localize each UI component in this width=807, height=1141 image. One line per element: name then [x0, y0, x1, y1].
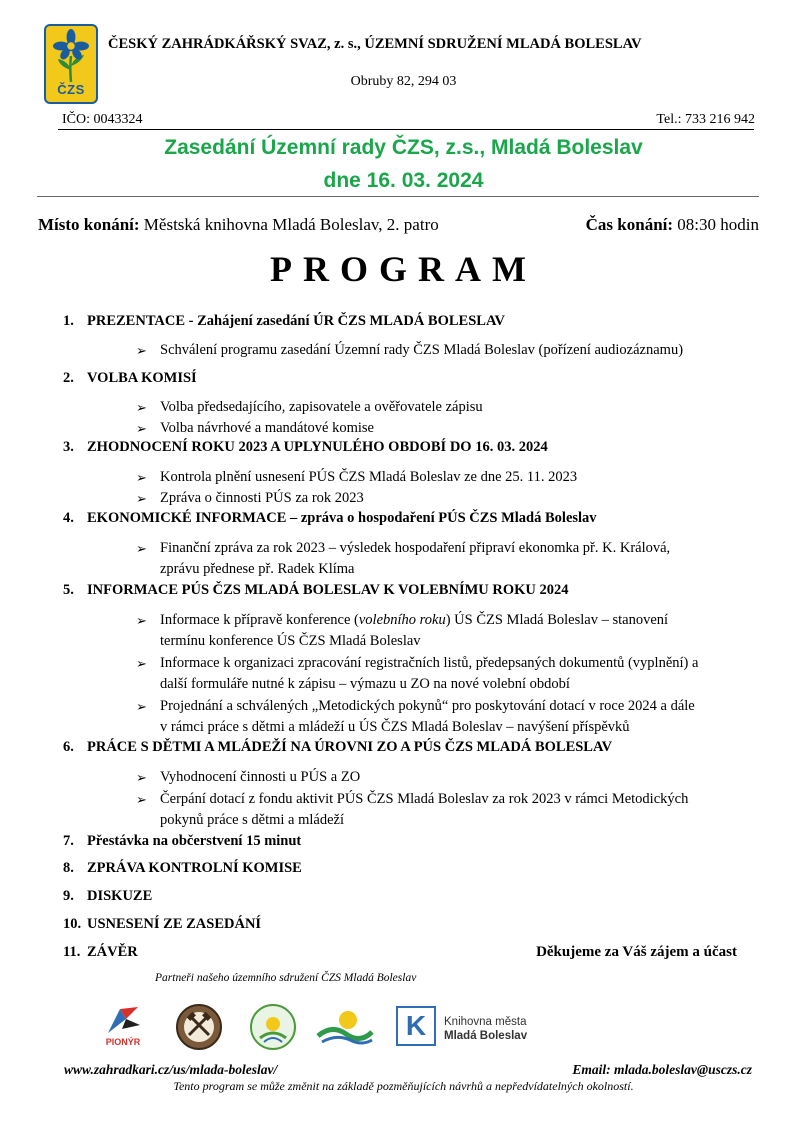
agenda-subitem: ➢ Schválení programu zasedání Územní rady ČZS Mladá Boleslav (pořízení audiozáznamu)	[136, 340, 683, 361]
agenda-subitem: ➢ Vyhodnocení činnosti u PÚS a ZO	[136, 767, 360, 788]
header-divider	[58, 129, 754, 130]
agenda-subitem: ➢ Informace k organizaci zpracování registračních listů, předepsaných dokumentů (vyplnění) a další formuláře nutné k zápisu – výmazu u ZO na nové volební období	[136, 655, 699, 692]
agenda-item-10	[63, 916, 261, 933]
garden-club-logo	[250, 1004, 296, 1055]
agenda-label: USNESENÍ ZE ZASEDÁNÍ	[87, 916, 262, 932]
agenda-number: 10.	[63, 916, 82, 932]
agenda-label: Přestávka na občerstvení 15 minut	[87, 833, 302, 849]
crossed-hammers-icon	[176, 1004, 222, 1050]
agenda-label: EKONOMICKÉ INFORMACE – zpráva o hospodaření PÚS ČZS Mladá Boleslav	[87, 510, 597, 526]
agenda-label: ZÁVĚR	[87, 944, 138, 960]
time-label: Čas konání:	[585, 215, 674, 234]
agenda-label: DISKUZE	[87, 888, 153, 904]
agenda-item-2	[63, 370, 197, 387]
agenda-item-9	[63, 888, 152, 905]
agenda-number: 1.	[63, 313, 74, 329]
arrow-bullet-icon: ➢	[136, 656, 147, 671]
organization-name: ČESKÝ ZAHRÁDKÁŘSKÝ SVAZ, z. s., ÚZEMNÍ SDRUŽENÍ MLADÁ BOLESLAV	[108, 36, 642, 52]
agenda-item-6	[63, 739, 612, 756]
agenda-subitem: ➢ Kontrola plnění usnesení PÚS ČZS Mladá Boleslav ze dne 25. 11. 2023	[136, 467, 577, 488]
agenda-number: 4.	[63, 510, 74, 526]
agenda-subitem: ➢ Čerpání dotací z fondu aktivit PÚS ČZS Mladá Boleslav za rok 2023 v rámci Metodických pokynů práce s dětmi a mládeží	[136, 791, 689, 828]
agenda-label: VOLBA KOMISÍ	[87, 370, 197, 386]
agenda-subitem: ➢ Volba předsedajícího, zapisovatele a ověřovatele zápisu	[136, 397, 483, 418]
email-link[interactable]: Email: mlada.boleslav@usczs.cz	[572, 1062, 752, 1077]
czs-logo	[44, 24, 98, 104]
arrow-bullet-icon: ➢	[136, 613, 147, 628]
agenda-subitem: ➢ Projednání a schválených „Metodických pokynů“ pro poskytování dotací v roce 2024 a dále v rámci práce s dětmi a mládeží u ÚS ČZS Mladá Boleslav – navýšení příspěvků	[136, 698, 695, 735]
agenda-number: 3.	[63, 439, 74, 455]
time-value: 08:30 hodin	[677, 215, 759, 234]
pionyr-label: PIONÝR	[105, 1037, 141, 1047]
agenda-label: INFORMACE PÚS ČZS MLADÁ BOLESLAV K VOLEBNÍMU ROKU 2024	[87, 582, 569, 598]
agenda-subitem: ➢ Finanční zpráva za rok 2023 – výsledek hospodaření připraví ekonomka př. K. Králová, zprávu přednese př. Radek Klíma	[136, 540, 671, 577]
library-name-line2: Mladá Boleslav	[444, 1030, 528, 1042]
title-divider	[37, 196, 759, 197]
logo-text: ČZS	[57, 82, 85, 97]
arrow-bullet-icon: ➢	[136, 699, 147, 714]
agenda-label: ZPRÁVA KONTROLNÍ KOMISE	[87, 860, 302, 876]
agenda-item-8	[63, 860, 302, 877]
arrow-bullet-icon: ➢	[136, 421, 147, 436]
agenda-item-4	[63, 510, 597, 527]
ico-number: IČO: 0043324	[62, 112, 143, 127]
program-heading: PROGRAM	[270, 249, 537, 289]
agenda-label: PRÁCE S DĚTMI A MLÁDEŽÍ NA ÚROVNI ZO A PÚS ČZS MLADÁ BOLESLAV	[87, 739, 613, 755]
meeting-title: Zasedání Územní rady ČZS, z.s., Mladá Boleslav	[164, 136, 643, 159]
agenda-number: 11.	[63, 944, 81, 960]
arrow-bullet-icon: ➢	[136, 400, 147, 415]
agenda-number: 9.	[63, 888, 74, 904]
pionyr-emblem-icon	[100, 1003, 146, 1037]
mining-association-logo	[176, 1004, 222, 1055]
place-label: Místo konání:	[38, 215, 140, 234]
agenda-number: 6.	[63, 739, 74, 755]
arrow-bullet-icon: ➢	[136, 541, 147, 556]
arrow-bullet-icon: ➢	[136, 343, 147, 358]
agenda-item-5	[63, 582, 569, 599]
agenda-item-11	[63, 944, 138, 961]
library-k-icon: K	[396, 1006, 436, 1046]
agenda-label: PREZENTACE - Zahájení zasedání ÚR ČZS MLADÁ BOLESLAV	[87, 313, 506, 329]
subitem-line: Informace k přípravě konference (volebního roku) ÚS ČZS Mladá Boleslav – stanovení	[160, 612, 669, 628]
place-value: Městská knihovna Mladá Boleslav, 2. patro	[143, 215, 439, 234]
phone-number: Tel.: 733 216 942	[656, 112, 755, 127]
garden-emblem-icon	[250, 1004, 296, 1050]
agenda-subitem: ➢ Informace k přípravě konference (volebního roku) ÚS ČZS Mladá Boleslav – stanovení termínu konference ÚS ČZS Mladá Boleslav	[136, 612, 669, 649]
sun-landscape-icon	[314, 1004, 376, 1050]
organization-address: Obruby 82, 294 03	[350, 74, 457, 89]
arrow-bullet-icon: ➢	[136, 491, 147, 506]
regional-partner-logo	[314, 1004, 376, 1055]
meeting-place	[38, 215, 439, 235]
arrow-bullet-icon: ➢	[136, 470, 147, 485]
agenda-item-1	[63, 313, 505, 330]
agenda-number: 2.	[63, 370, 74, 386]
partners-heading: Partneři našeho územního sdružení ČZS Mladá Boleslav	[155, 972, 417, 984]
meeting-time	[586, 215, 759, 235]
agenda-number: 7.	[63, 833, 74, 849]
library-name-line1: Knihovna města	[444, 1016, 527, 1028]
arrow-bullet-icon: ➢	[136, 792, 147, 807]
agenda-subitem: ➢ Zpráva o činnosti PÚS za rok 2023	[136, 488, 364, 509]
agenda-item-3	[63, 439, 548, 456]
agenda-number: 8.	[63, 860, 74, 876]
agenda-item-7	[63, 833, 301, 850]
pionyr-logo	[100, 1003, 146, 1049]
website-link[interactable]: www.zahradkari.cz/us/mlada-boleslav/	[64, 1062, 278, 1077]
meeting-date: dne 16. 03. 2024	[323, 169, 484, 192]
arrow-bullet-icon: ➢	[136, 770, 147, 785]
agenda-subitem: ➢ Volba návrhové a mandátové komise	[136, 418, 374, 439]
agenda-number: 5.	[63, 582, 74, 598]
footer-note: Tento program se může změnit na základě pozměňujících návrhů a nepředvídatelných okolností.	[173, 1079, 634, 1093]
agenda-label: ZHODNOCENÍ ROKU 2023 A UPLYNULÉHO OBDOBÍ DO 16. 03. 2024	[87, 439, 548, 455]
thanks-text: Děkujeme za Váš zájem a účast	[536, 944, 737, 960]
